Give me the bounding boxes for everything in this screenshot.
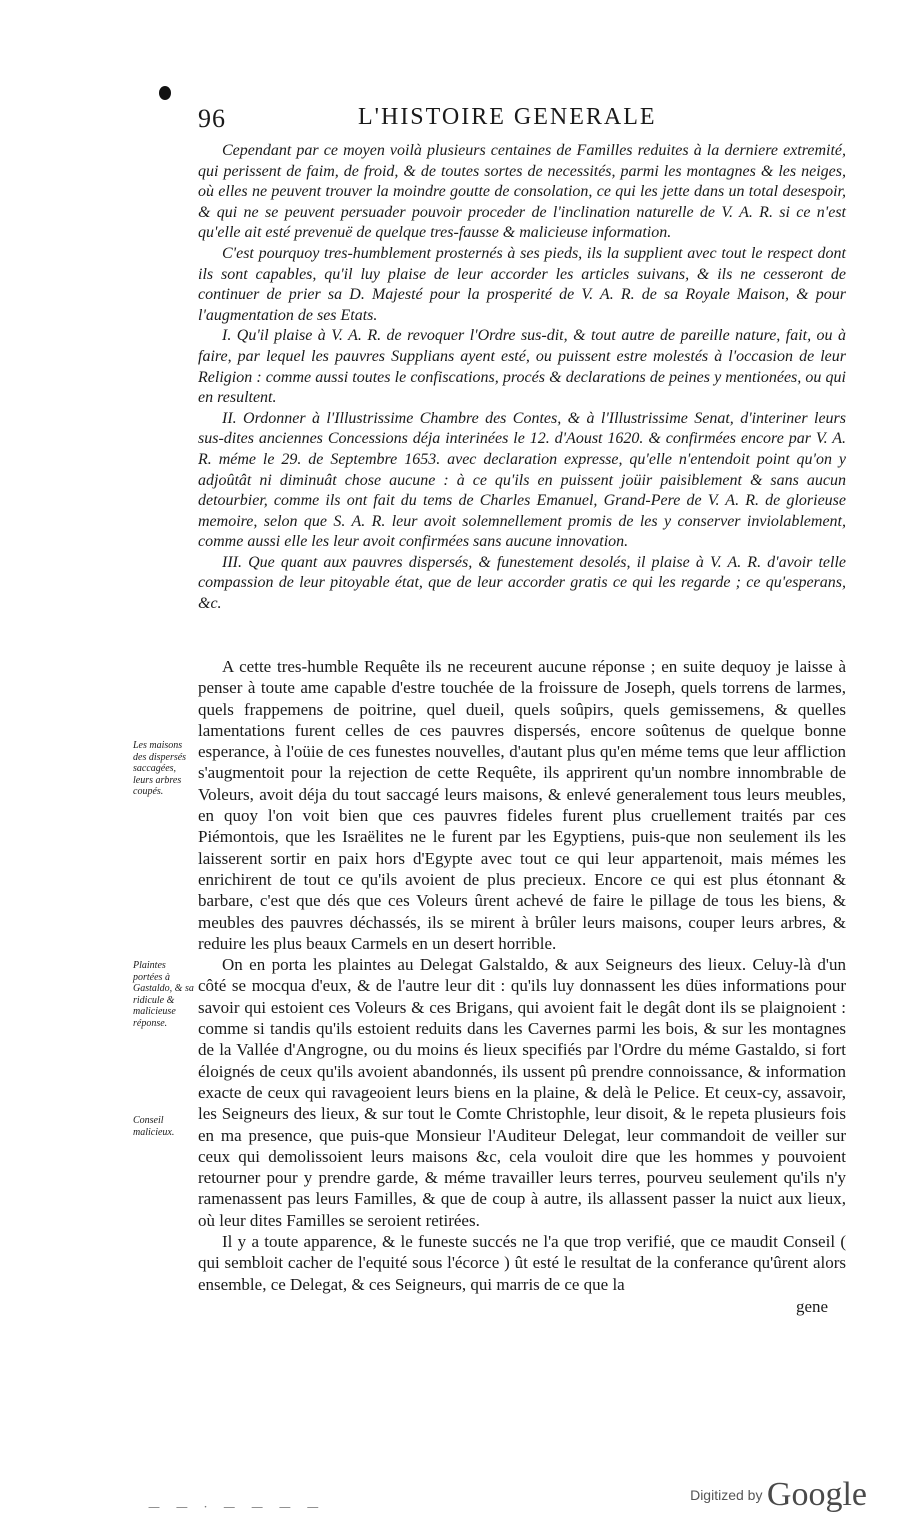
- body-paragraph: On en porta les plaintes au Delegat Galstaldo, & aux Seigneurs des lieux. Celuy-là d'un côté se mocqua d'eux, & de l'autre leur dit : qu'ils luy donnassent les dües informations pour savoir qui estoient ces Voleurs & ces Brigans, qui avoient fait le degât dont ils se plaignoient : comme si tandis qu'ils estoient reduits dans les Cavernes parmi les bois, & sur les montagnes de la Vallée d'Angrogne, ou du moins és lieux specifiés par l'Ordre du méme Gastaldo, si fort éloignés de ceux qu'ils avoient abandonnés, ils ussent pû prendre connoissance, & information exacte de ceux qui ravageoient leurs biens en la plaine, & delà le Pelice. Et ceux-cy, assavoir, les Seigneurs des lieux, & sur tout le Comte Christophle, leur disoit, & le repeta plusieurs fois en ma presence, que puis-que Monsieur l'Auditeur Delegat, leur commandoit de veiller sur ceux qui demolissoient leurs maisons &c, cela vouloit dire que les hommes y pouvoient retourner pour y prendre garde, & méme travailler leurs terres, pourveu seulement qu'ils n'y ramenassent pas leurs Familles, & que de coup à autre, ils allassent passer la nuict aux lieux, où leur dites Familles se seroient retirées.: [198, 955, 846, 1230]
- body-paragraph: A cette tres-humble Requête ils ne receurent aucune réponse ; en suite dequoy je laisse à penser à toute ame capable d'estre touchée de la froissure de Joseph, quels torrens de larmes, quels frappemens de poitrine, quel dueil, quels soûpirs, quels gemissemens, & quelles lamentations furent celles de ces pauvres dispersés, encore soûtenus de quelque bonne esperance, à l'oüie de ces funestes nouvelles, d'autant plus qu'en méme tems que leur affliction s'augmentoit pour la rejection de cette Requête, ils apprirent qu'un nombre innombrable de Voleurs, avoit déja du tout saccagé leurs maisons, & enlevé generalement tous leurs meubles, en quoy l'on voit bien que ces pauvres fideles furent plus cruellement traités par ces Piémontois, que les Israëlites ne le furent par les Egyptiens, puis-que non seulement ils les laisserent sortir en paix hors d'Egypte avec tout ce qui leur appartenoit, mais mémes les enrichirent de tout ce qu'ils avoient de plus precieux. Encore ce qui est plus étonnant & barbare, c'est que dés que ces Voleurs ûrent achevé de faire le pillage de tous les biens, & meubles des pauvres déchassés, ils se mirent à brûler leurs maisons, couper leurs arbres, & reduire les plus beaux Carmels en un desert horrible.: [198, 657, 846, 953]
- petition-text: [198, 141, 846, 615]
- scan-artifact-marks: — — · — — — —: [148, 1500, 325, 1514]
- page-number: 96: [198, 104, 226, 133]
- page-header: [198, 104, 848, 138]
- petition-paragraph: C'est pourquoy tres-humblement prosternés à ses pieds, ils la supplient avec tout le respect dont ils sont capables, qu'il luy plaise de leur accorder les articles suivans, & ils ne cesseront de continuer de prier sa D. Majesté pour la prosperité de V. A. R. de sa Royale Maison, & pour l'augmentation de ses Etats.: [198, 244, 846, 324]
- running-title: L'HISTOIRE GENERALE: [358, 104, 657, 130]
- petition-article-1: I. Qu'il plaise à V. A. R. de revoquer l'Ordre sus-dit, & tout autre de pareille nature, fait, ou à faire, par lequel les pauvres Supplians ayent esté, ou puissent estre molestés à l'occasion de leur Religion : comme aussi toutes le confiscations, procés & declarations de peines y mentionées, ou qui en resultent.: [198, 327, 846, 407]
- main-text: [198, 656, 846, 1295]
- margin-note-houses-sacked: Les maisons des dispersés saccagées, leurs arbres coupés.: [133, 740, 187, 797]
- catchword: gene: [796, 1297, 829, 1316]
- google-logo: Google: [766, 1476, 867, 1513]
- body-paragraph: Il y a toute apparence, & le funeste succés ne l'a que trop verifié, que ce maudit Conseil ( qui sembloit cacher de l'equité sous l'écorce ) ût esté le resultat de la conferance qu'ûrent alors ensemble, ce Delegat, & ces Seigneurs, qui marris de ce que la: [198, 1232, 846, 1294]
- margin-note-complaints: Plaintes portées à Gastaldo, & sa ridicule & malicieuse réponse.: [133, 960, 194, 1029]
- petition-paragraph: Cependant par ce moyen voilà plusieurs centaines de Familles reduites à la derniere extremité, qui perissent de faim, de froid, & de toutes sortes de necessités, parmi les montagnes & les neiges, où elles ne peuvent trouver la moindre goutte de consolation, ce qui les jette dans un total desespoir, & qui ne se peuvent persuader pouvoir proceder de l'inclination naturelle de V. A. R. si ce n'est qu'elle ait esté prevenuë de quelque tres-fausse & malicieuse information.: [198, 142, 846, 242]
- digitization-watermark: [690, 1476, 867, 1516]
- watermark-prefix: Digitized by: [690, 1487, 763, 1503]
- margin-note-malicious-counsel: Conseil malicieux.: [133, 1115, 175, 1138]
- petition-article-3: III. Que quant aux pauvres dispersés, & funestement desolés, il plaise à V. A. R. d'avoir telle compassion de leur pitoyable état, que de leur accorder gratis ce qui les regarde ; ce qu'esperans, &c.: [198, 553, 846, 613]
- petition-article-2: II. Ordonner à l'Illustrissime Chambre des Contes, & à l'Illustrissime Senat, d'interiner leurs sus-dites anciennes Concessions déja interinées le 12. d'Aoust 1620. & confirmées encore par V. A. R. méme le 29. de Septembre 1653. avec declaration expresse, qu'elle n'entendoit point qu'on y adjoûtât ni diminuât chose aucune : à ce qu'ils en puissent joüir paisiblement & sans aucun detourbier, comme ils ont fait du tems de Charles Emanuel, Grand-Pere de V. A. R. de glorieuse memoire, selon que S. A. R. leur avoit solemnellement promis de les y conserver inviolablement, comme aussi elle les leur avoit confirmées sans aucune innovation.: [198, 409, 846, 551]
- ink-dot-icon: [159, 86, 171, 100]
